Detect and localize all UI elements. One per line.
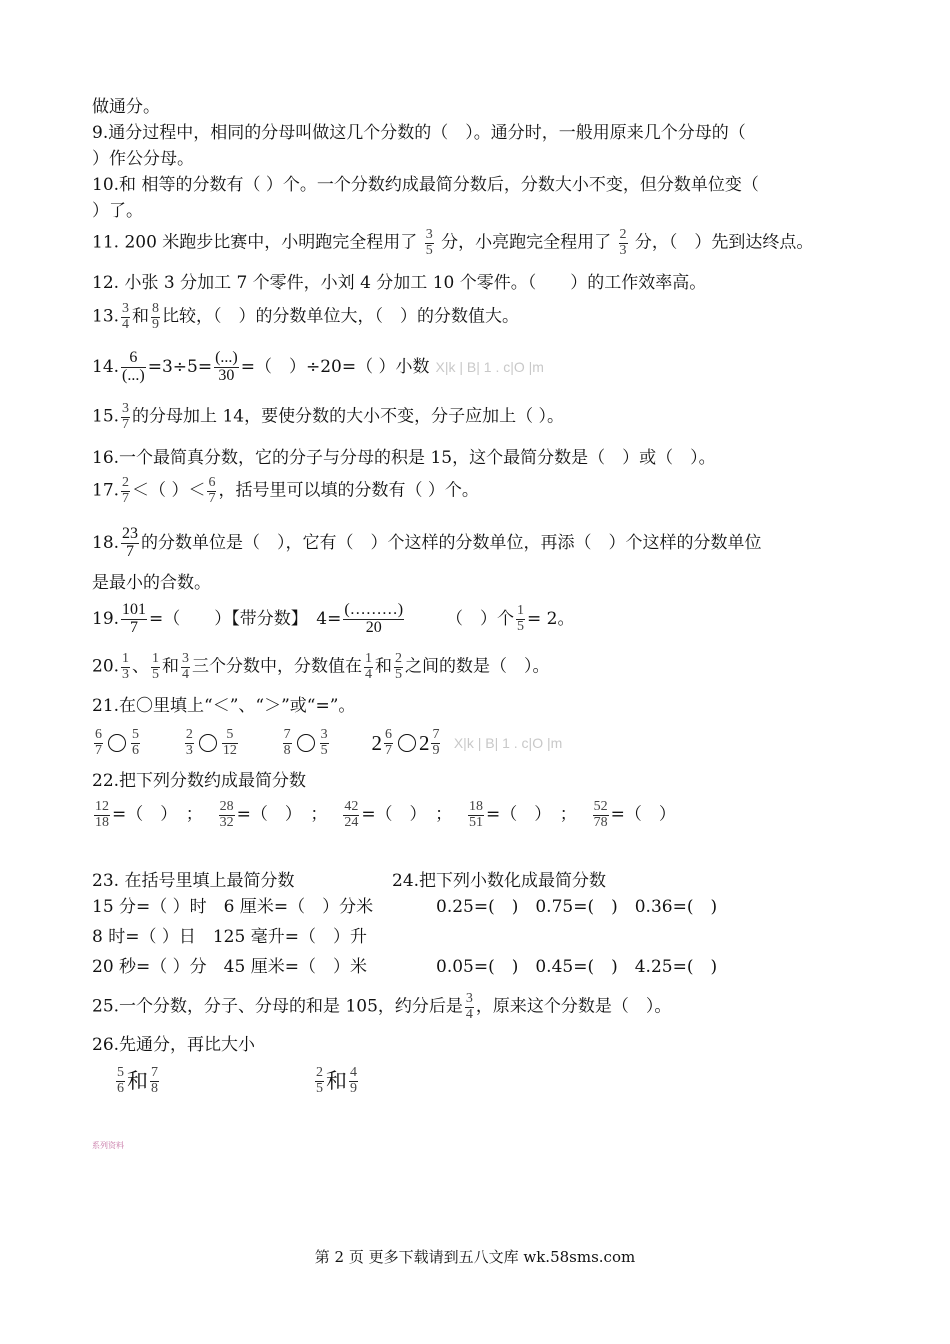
fraction: $\frac{2}{3}$ [619, 227, 627, 258]
fraction: (………) 20 [344, 601, 404, 636]
fraction: $\frac{3}{4}$ [465, 991, 473, 1022]
question-14: 14. 6 (...) =3÷5= (...) 30 =（ ）÷20=（ ）小数 X|k | B| 1 . c|O |m [92, 349, 544, 384]
fraction: $\frac{1}{3}$ [122, 651, 130, 682]
question-22: 22.把下列分数约成最简分数 [92, 771, 307, 791]
question-16: 16.一个最简真分数，它的分子与分母的积是 15，这个最简分数是（ ）或（ ）。 [92, 448, 716, 468]
fraction: $\frac{52}{78}$ [593, 799, 608, 830]
fraction: $\frac{3}{5}$ [320, 727, 328, 758]
row-3-right: 0.05=( ) 0.45=( ) 4.25=( ) [436, 957, 718, 977]
fraction: $\frac{2}{7}$ [122, 475, 130, 506]
question-9: 9.通分过程中，相同的分母叫做这几个分数的（ ）。通分时，一般用原来几个分母的（ [92, 123, 746, 143]
fraction: $\frac{6}{7}$ [384, 727, 392, 758]
compare-pair-1: $\frac{5}{6}$ 和 $\frac{7}{8}$ [117, 1065, 158, 1096]
question-12: 12. 小张 3 分加工 7 个零件，小刘 4 分加工 10 个零件。（ ）的工作效率高。 [92, 273, 707, 293]
compare-circle[interactable] [108, 734, 126, 752]
compare-row: $\frac{6}{7}$ $\frac{5}{6}$ $\frac{2}{3}$ $\frac{5}{12}$ $\frac{7}{8}$ $\frac{3}{5}$ 2 $\frac{6}{7}$ 2 $\frac{7}{9}$ X|k | B| 1 . c|O |m [95, 727, 563, 758]
question-18-cont: 是最小的合数。 [92, 573, 211, 593]
question-11: 11. 200 米跑步比赛中，小明跑完全程用了 $\frac{3}{5}$ 分，小亮跑完全程用了 $\frac{2}{3}$ 分，（ ）先到达终点。 [92, 227, 814, 258]
simplify-row: $\frac{12}{18}$ =（ ） ； $\frac{28}{32}$ =（ ） ； $\frac{42}{24}$ =（ ） ； $\frac{18}{51}$ =（ ） ； $\frac{52}{78}$ =（ ） [95, 799, 676, 830]
question-9-cont: ）作公分母。 [92, 149, 194, 169]
question-24: 24.把下列小数化成最简分数 [392, 871, 607, 891]
compare-circle[interactable] [297, 734, 315, 752]
row-2-left: 8 时=（ ）日 125 毫升=（ ）升 [92, 927, 367, 947]
compare-circle[interactable] [398, 734, 416, 752]
question-26: 26.先通分，再比大小 [92, 1035, 256, 1055]
fraction: $\frac{12}{18}$ [95, 799, 109, 830]
fraction: $\frac{3}{5}$ [425, 227, 433, 258]
question-13: 13. $\frac{3}{4}$ 和 $\frac{8}{9}$ 比较，（ ）的分数单位大，（ ）的分数值大。 [92, 301, 520, 332]
question-19: 19. $\frac{101}{7}$ =（ ）【带分数】 4= (………) 20 （ ）个 $\frac{1}{5}$ = 2。 [92, 601, 575, 636]
fraction: $\frac{7}{8}$ [151, 1065, 158, 1096]
fraction: $\frac{3}{4}$ [122, 301, 130, 332]
row-1-left: 15 分=（ ）时 6 厘米=（ ）分米 [92, 897, 374, 917]
question-10-cont: ）了。 [92, 201, 143, 221]
fraction: $\frac{101}{7}$ [122, 601, 147, 636]
question-18: 18. $\frac{23}{7}$ 的分数单位是（ ），它有（ ）个这样的分数单位，再添（ ）个这样的分数单位 [92, 525, 762, 560]
fraction: $\frac{5}{6}$ [117, 1065, 124, 1096]
fraction: $\frac{1}{5}$ [517, 603, 525, 634]
fraction: $\frac{3}{7}$ [122, 401, 130, 432]
fraction: $\frac{5}{6}$ [132, 727, 139, 758]
row-1-right: 0.25=( ) 0.75=( ) 0.36=( ) [436, 897, 718, 917]
fraction: $\frac{6}{7}$ [95, 727, 102, 758]
question-21: 21.在〇里填上“＜”、“＞”或“=”。 [92, 696, 356, 716]
row-3-left: 20 秒=（ ）分 45 厘米=（ ）米 [92, 957, 367, 977]
fraction: $\frac{3}{4}$ [182, 651, 190, 682]
fraction: $\frac{2}{3}$ [185, 727, 193, 758]
fraction: $\frac{2}{5}$ [316, 1065, 323, 1096]
fraction: $\frac{18}{51}$ [468, 799, 483, 830]
fraction: $\frac{1}{5}$ [152, 651, 160, 682]
question-15: 15. $\frac{3}{7}$ 的分母加上 14，要使分数的大小不变，分子应加上（ ）。 [92, 401, 564, 432]
line-8: 做通分。 [92, 97, 160, 117]
series-note: 系列资料 [92, 1141, 124, 1150]
fraction: (...) 30 [215, 349, 238, 384]
watermark: X|k | B| 1 . c|O |m [435, 358, 544, 375]
compare-circle[interactable] [199, 734, 217, 752]
fraction: $\frac{8}{9}$ [152, 301, 160, 332]
fraction: $\frac{7}{9}$ [432, 727, 440, 758]
fraction: 6 (...) [122, 349, 145, 384]
fraction: $\frac{28}{32}$ [219, 799, 234, 830]
fraction: $\frac{5}{12}$ [222, 727, 237, 758]
question-10: 10.和 相等的分数有（ ）个。一个分数约成最简分数后，分数大小不变，但分数单位变（ [92, 175, 759, 195]
compare-pair-2: $\frac{2}{5}$ 和 $\frac{4}{9}$ [316, 1065, 357, 1096]
fraction: $\frac{6}{7}$ [208, 475, 216, 506]
page-footer: 第 2 页 更多下载请到五八文库 wk.58sms.com [314, 1248, 636, 1266]
watermark: X|k | B| 1 . c|O |m [453, 734, 563, 751]
fraction: $\frac{42}{24}$ [344, 799, 359, 830]
question-23: 23. 在括号里填上最简分数 [92, 871, 295, 891]
fraction: $\frac{4}{9}$ [350, 1065, 357, 1096]
fraction: $\frac{1}{4}$ [365, 651, 373, 682]
question-17: 17. $\frac{2}{7}$ ＜（ ）＜ $\frac{6}{7}$ ，括号里可以填的分数有（ ）个。 [92, 475, 479, 506]
question-25: 25.一个分数，分子、分母的和是 105，约分后是 $\frac{3}{4}$ ，原来这个分数是（ ）。 [92, 991, 672, 1022]
fraction: $\frac{7}{8}$ [283, 727, 291, 758]
question-20: 20. $\frac{1}{3}$ 、 $\frac{1}{5}$ 和 $\frac{3}{4}$ 三个分数中，分数值在 $\frac{1}{4}$ 和 $\frac{2}{5}$ 之间的数是（ ）。 [92, 651, 550, 682]
fraction: $\frac{23}{7}$ [122, 525, 139, 560]
fraction: $\frac{2}{5}$ [395, 651, 403, 682]
